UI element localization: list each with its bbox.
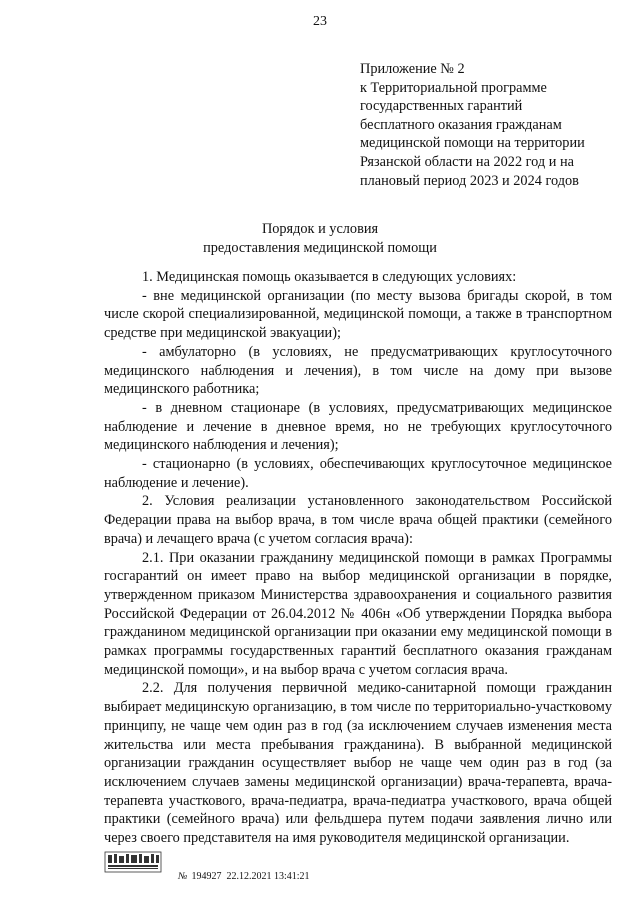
appendix-line: Приложение № 2 — [360, 61, 465, 77]
appendix-line: Рязанской области на 2022 год и на — [360, 153, 574, 170]
paragraph-section-1: 1. Медицинская помощь оказывается в следующих условиях: — [142, 269, 517, 285]
number-symbol: № — [178, 871, 188, 882]
appendix-line: государственных гарантий — [360, 98, 523, 115]
page-number: 23 — [313, 14, 327, 29]
document-footer — [104, 838, 404, 888]
title-line-2: предоставления медицинской помощи — [203, 239, 437, 256]
paragraph-outside-facility: - вне медицинской организации (по месту вызова бригады скорой, в том числе скорой специализированной, медицинской помощи, а также в транспортном средстве при медицинской эвакуации); — [104, 287, 612, 342]
paragraph-day-hospital: - в дневном стационаре (в условиях, предусматривающих медицинское наблюдение и лечение в дневное время, но не требующих круглосуточного медицинского наблюдения и лечения); — [104, 399, 612, 454]
document-registration-mark — [178, 871, 310, 882]
paragraph-section-2-2: 2.2. Для получения первичной медико-санитарной помощи гражданин выбирает медицинскую организацию, в том числе по территориально-участковому принципу, не чаще чем один раз в год (за исключением случаев изменения места жительства или места пребывания гражданина). В выбранной медицинской организации гражданин осуществляет выбор не чаще чем один раз в год (за исключением случаев замены медицинской организации) врача-терапевта, врача-терапевта участкового, врача-педиатра, врача-педиатра участкового, врача общей практики (семейного врача) или фельдшера путем подачи заявления лично или через своего представителя на имя руководителя медицинской организации. — [104, 680, 612, 847]
title-line-1: Порядок и условия — [261, 221, 379, 237]
document-id: 194927 — [191, 871, 222, 882]
document-title — [0, 220, 640, 257]
paragraph-section-2-1: 2.1. При оказании гражданину медицинской помощи в рамках Программы госгарантий он имеет право на выбор медицинской организации в порядке, утвержденном приказом Министерства здравоохранения и социального развития Российской Федерации от 26.04.2012 № 406н «Об утверждении Порядка выбора гражданином медицинской организации при оказании ему медицинской помощи в рамках программы государственных гарантий бесплатного оказания гражданам медицинской помощи», и на выбор врача с учетом согласия врача. — [104, 549, 612, 678]
appendix-line: плановый период 2023 и 2024 годов — [360, 172, 579, 189]
body-text — [104, 268, 612, 848]
document-datetime: 22.12.2021 13:41:21 — [226, 871, 310, 882]
paragraph-inpatient: - стационарно (в условиях, обеспечивающих круглосуточное медицинское наблюдение и лечение). — [104, 456, 612, 491]
registry-stamp-icon — [104, 850, 162, 874]
appendix-line: медицинской помощи на территории — [360, 135, 585, 152]
appendix-line: к Территориальной программе — [360, 79, 547, 96]
paragraph-section-2: 2. Условия реализации установленного законодательством Российской Федерации права на выбор врача, в том числе врача общей практики (семейного врача) и лечащего врача (с учетом согласия врача): — [104, 493, 612, 547]
paragraph-outpatient: - амбулаторно (в условиях, не предусматривающих круглосуточного медицинского наблюдения и лечения), в том числе на дому при вызове медицинского работника; — [104, 343, 612, 398]
appendix-header — [360, 60, 630, 190]
appendix-line: бесплатного оказания гражданам — [360, 116, 562, 133]
